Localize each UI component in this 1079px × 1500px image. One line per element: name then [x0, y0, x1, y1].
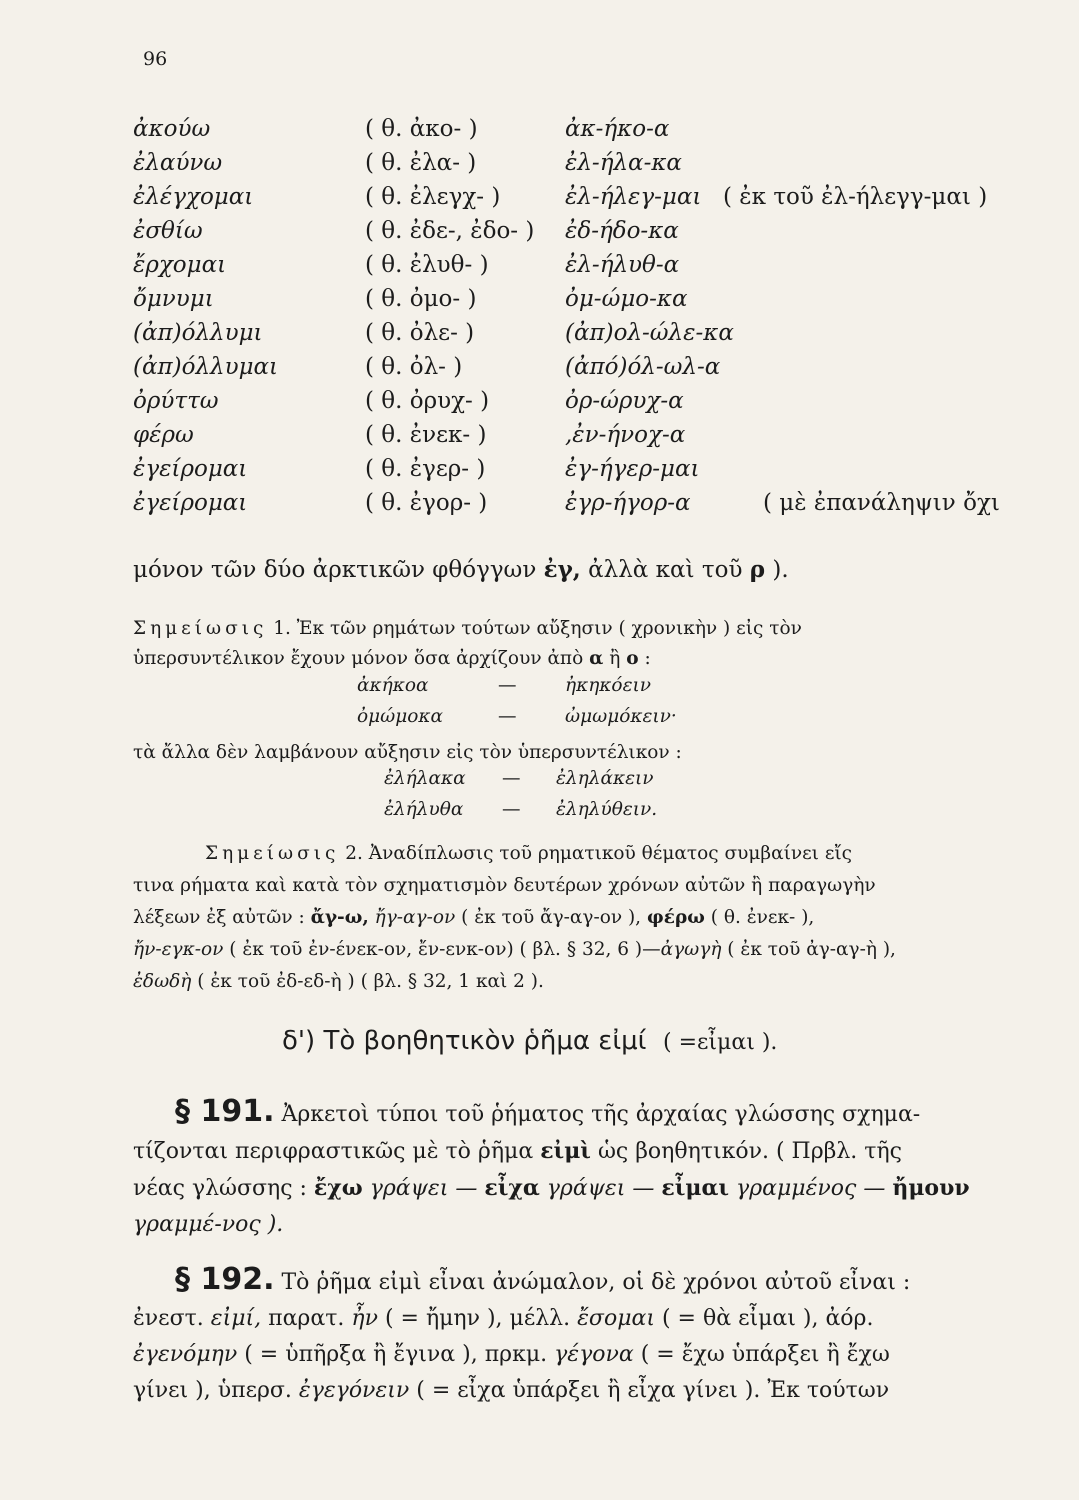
note-2-line-1 [133, 838, 1013, 870]
note-2-line-3 [133, 902, 1013, 934]
stem: ( θ. ἐνεκ- ) [365, 422, 487, 448]
stem: ( θ. ὀλ- ) [365, 354, 463, 380]
bold-word: εἰμὶ [540, 1138, 591, 1164]
example-dash: — [498, 675, 517, 696]
italic-word: γράψει — [539, 1176, 662, 1201]
verb: φέρω [133, 422, 194, 448]
verb: (ἀπ)όλλυμι [133, 320, 263, 346]
table-continuation [133, 556, 789, 583]
bold-word: φέρω [646, 907, 705, 928]
stem: ( θ. ἐδε-, ἐδο- ) [365, 218, 535, 244]
paragraph-192-line-2 [133, 1301, 1013, 1337]
verb-row [133, 350, 1033, 384]
note-text: Ἀναδίπλωσις τοῦ ρηματικοῦ θέματος συμβαίνει εἴς [368, 843, 853, 864]
perfect-form: (ἀπό)όλ-ωλ-α [565, 354, 721, 380]
section-heading-paren: ( =εἶμαι ). [663, 1030, 778, 1055]
paragraph-191-line-2 [133, 1133, 1013, 1170]
note-1-line-2 [133, 644, 1013, 674]
italic-word: ἤν-εγκ-ον [133, 939, 224, 960]
section-heading [282, 1026, 777, 1056]
verb: ἐσθίω [133, 218, 203, 244]
paragraph-192 [133, 1262, 1013, 1409]
verb: ἔρχομαι [133, 252, 227, 278]
verb-row [133, 452, 1033, 486]
note-1 [133, 614, 1013, 674]
paragraph-text: ἐνεστ. [133, 1306, 211, 1331]
stem: ( θ. ἐλα- ) [365, 150, 477, 176]
note-number: 1. [267, 618, 297, 639]
perfect-form: ,ἐν-ήνοχ-α [565, 422, 686, 448]
bold-word: ἄγ-ω, [310, 907, 369, 928]
verb-row [133, 146, 1033, 180]
verb: ὀρύττω [133, 388, 219, 414]
verb: ἐλέγχομαι [133, 184, 254, 210]
stem: ( θ. ἐγορ- ) [365, 490, 488, 516]
bold-letter: ο [626, 648, 639, 669]
perfect-form: ὀμ-ώμο-κα [565, 286, 688, 312]
continuation-text: ). [765, 557, 789, 583]
verb: ἀκούω [133, 116, 211, 142]
note-1-line-1 [133, 614, 1013, 644]
verb-row [133, 418, 1033, 452]
paragraph-192-line-4 [133, 1373, 1013, 1409]
perfect-form: ἐλ-ήλυθ-α [565, 252, 680, 278]
note-text: τὰ ἄλλα δὲν λαμβάνουν αὔξησιν εἰς τὸν ὑπερσυντέλικον : [133, 742, 682, 763]
stem: ( θ. ἀκο- ) [365, 116, 478, 142]
note-text: ( ἐκ τοῦ ἄγ-αγ-ον ), [455, 907, 647, 928]
perfect-form: ἐλ-ήλα-κα [565, 150, 682, 176]
paragraph-text: τίζονται περιφραστικῶς μὲ τὸ ῥῆμα [133, 1139, 541, 1164]
italic-word: γράψει — [362, 1176, 485, 1201]
example-dash: — [502, 799, 521, 820]
verb-row [133, 214, 1033, 248]
perfect-form: ἐγρ-ήγορ-α [565, 490, 691, 516]
example-dash: — [498, 706, 517, 727]
note-2-line-5 [133, 966, 1013, 998]
verb-row [133, 486, 1033, 520]
paragraph-191-line-4 [133, 1207, 1013, 1243]
note-text: ( ἐκ τοῦ ἀγ-αγ-ὴ ), [721, 939, 896, 960]
italic-word: ἐδωδὴ [133, 971, 192, 992]
paragraph-192-line-1 [133, 1262, 1013, 1301]
italic-word: γραμμέ-νος ). [133, 1212, 284, 1237]
verb-row [133, 180, 1033, 214]
verb: ἐγείρομαι [133, 490, 248, 516]
bold-word: εἶμαι [661, 1175, 730, 1201]
note-text: : [638, 648, 651, 669]
paragraph-text: ( = ἤμην ), μέλλ. [377, 1306, 578, 1331]
perfect-form: ἐγ-ήγερ-μαι [565, 456, 700, 482]
paragraph-192-line-3 [133, 1337, 1013, 1373]
perfect-form: ἀκ-ήκο-α [565, 116, 670, 142]
note-label: Σημείωσις [205, 843, 340, 864]
note-text: ( ἐκ τοῦ ἐν-ένεκ-ον, ἔν-ενκ-ον) ( βλ. § 32, 6 )— [223, 939, 661, 960]
note-number: 2. [339, 843, 369, 864]
note-text: ( ἐκ τοῦ ἐδ-εδ-ὴ ) ( βλ. § 32, 1 καὶ 2 ). [191, 971, 544, 992]
derivation-note: ( ἐκ τοῦ ἐλ-ήλεγγ-μαι ) [723, 184, 988, 210]
italic-word: ἀγωγὴ [660, 939, 722, 960]
paragraph-text: γίνει ), ὑπερσ. [133, 1378, 299, 1403]
italic-word: γέγονα [554, 1342, 634, 1367]
verb: (ἀπ)όλλυμαι [133, 354, 279, 380]
verb-row [133, 248, 1033, 282]
page-number: 96 [143, 48, 168, 70]
section-number: § 191. [175, 1094, 275, 1129]
verb-row [133, 384, 1033, 418]
paragraph-text: ὡς βοηθητικόν. ( Πρβλ. τῆς [590, 1139, 902, 1164]
verb-row [133, 316, 1033, 350]
paragraph-text: νέας γλώσσης : [133, 1176, 314, 1201]
continuation-text: ἀλλὰ καὶ τοῦ [580, 557, 750, 583]
stem: ( θ. ὀμο- ) [365, 286, 477, 312]
verb-stem-table [133, 112, 1033, 520]
example-right: ἠκηκόειν [565, 675, 651, 696]
section-number: § 192. [175, 1262, 275, 1297]
italic-word: ἔσομαι [577, 1306, 655, 1331]
example-right: ἐληλύθειν. [556, 799, 658, 820]
example-left: ἀκήκοα [357, 675, 429, 696]
verb: ἐλαύνω [133, 150, 223, 176]
bold-word: ἤμουν [892, 1175, 970, 1201]
paragraph-text: ( = ἔχω ὑπάρξει ἢ ἔχω [633, 1342, 890, 1367]
italic-word: ἤγ-αγ-ον [368, 907, 456, 928]
example-right: ἐληλάκειν [556, 768, 654, 789]
bold-letter: α [589, 648, 604, 669]
note-text: ( θ. ἐνεκ- ), [704, 907, 815, 928]
perfect-form: (ἀπ)ολ-ώλε-κα [565, 320, 734, 346]
paragraph-text: ( = ὑπῆρξα ἢ ἔγινα ), πρκμ. [237, 1342, 555, 1367]
stem: ( θ. ἐλεγχ- ) [365, 184, 501, 210]
verb: ὄμνυμι [133, 286, 214, 312]
italic-word: γραμμένος — [729, 1176, 893, 1201]
example-right: ὠμωμόκειν· [565, 706, 677, 727]
example-left: ἐλήλυθα [384, 799, 464, 820]
stem: ( θ. ἐλυθ- ) [365, 252, 489, 278]
perfect-form: ἐδ-ήδο-κα [565, 218, 679, 244]
paragraph-text: Τὸ ῥῆμα εἰμὶ εἶναι ἀνώμαλον, οἱ δὲ χρόνοι αὐτοῦ εἶναι : [274, 1270, 911, 1295]
verb: ἐγείρομαι [133, 456, 248, 482]
note-text: ἢ [603, 648, 627, 669]
note-text: ὑπερσυντέλικον ἔχουν μόνον ὅσα ἀρχίζουν ἀπὸ [133, 648, 584, 669]
note-text: Ἐκ τῶν ρημάτων τούτων αὔξησιν ( χρονικὴν ) εἰς τὸν [296, 618, 802, 639]
paragraph-191-line-3 [133, 1170, 1013, 1207]
note-2-line-4 [133, 934, 1013, 966]
note-1-middle [133, 738, 1013, 768]
stem: ( θ. ὀλε- ) [365, 320, 475, 346]
bold-word: εἶχα [484, 1175, 540, 1201]
verb-row [133, 112, 1033, 146]
example-dash: — [502, 768, 521, 789]
paragraph-text: παρατ. [261, 1306, 352, 1331]
example-left: ὀμώμοκα [357, 706, 444, 727]
italic-word: εἰμί, [210, 1306, 262, 1331]
bold-letter: ρ [749, 556, 766, 583]
paragraph-text: ( = εἶχα ὑπάρξει ἢ εἶχα γίνει ). Ἐκ τούτων [409, 1378, 890, 1403]
bold-letters: ἐγ, [543, 556, 581, 583]
perfect-form: ἐλ-ήλεγ-μαι [565, 184, 702, 210]
note-2 [133, 838, 1013, 998]
paragraph-text: ( = θὰ εἶμαι ), ἀόρ. [654, 1306, 874, 1331]
paragraph-text: Ἀρκετοὶ τύποι τοῦ ῥήματος τῆς ἀρχαίας γλώσσης σχημα- [274, 1102, 921, 1127]
note-text: λέξεων ἐξ αὐτῶν : [133, 907, 311, 928]
note-2-line-2: τινα ρήματα καὶ κατὰ τὸν σχηματισμὸν δευτέρων χρόνων αὐτῶν ἢ παραγωγὴν [133, 875, 876, 896]
perfect-form: ὀρ-ώρυχ-α [565, 388, 684, 414]
verb-row [133, 282, 1033, 316]
example-left: ἐλήλακα [384, 768, 466, 789]
bold-word: ἔχω [313, 1175, 363, 1201]
italic-word: ἐγενόμην [133, 1342, 238, 1367]
paragraph-191-line-1 [133, 1094, 1013, 1133]
continuation-text: μόνον τῶν δύο ἀρκτικῶν φθόγγων [133, 557, 544, 583]
stem: ( θ. ἐγερ- ) [365, 456, 486, 482]
note-label: Σημείωσις [133, 618, 268, 639]
section-heading-text: δ') Τὸ βοηθητικὸν ῥῆμα εἰμί [282, 1026, 647, 1056]
italic-word: ἐγεγόνειν [298, 1378, 410, 1403]
stem: ( θ. ὀρυχ- ) [365, 388, 490, 414]
derivation-note: ( μὲ ἐπανάληψιν ὄχι [763, 490, 1000, 516]
italic-word: ἦν [351, 1306, 378, 1331]
paragraph-191 [133, 1094, 1013, 1243]
